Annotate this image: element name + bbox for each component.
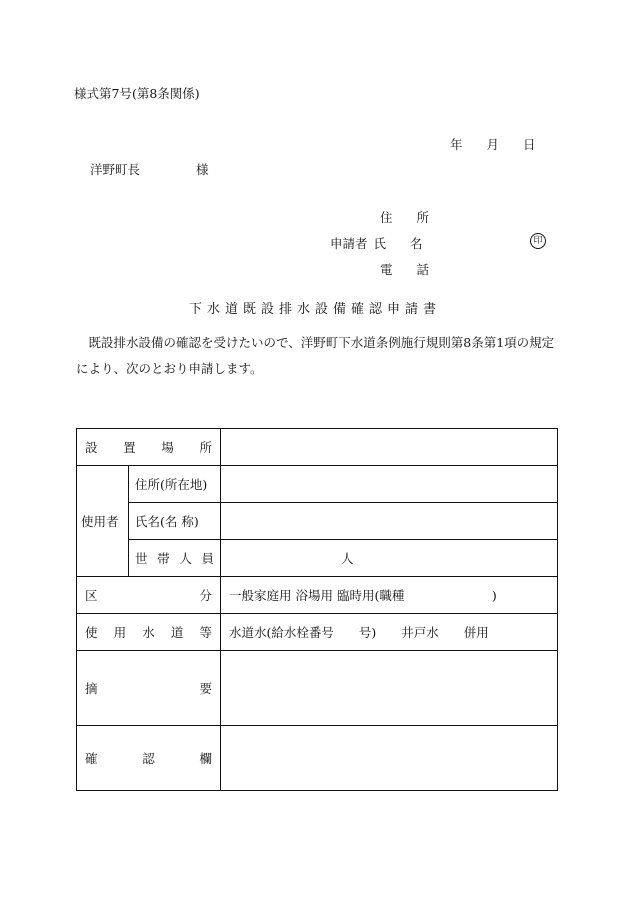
date-month: 月 <box>486 137 500 152</box>
application-table <box>76 428 558 791</box>
water-source-label: 使用水道等 <box>77 614 221 651</box>
addressee-honorific: 様 <box>196 162 209 177</box>
water-source-field[interactable]: 水道水(給水栓番号 号) 井戸水 併用 <box>221 614 558 651</box>
date-year: 年 <box>450 137 463 152</box>
date-line <box>450 135 560 153</box>
category-field[interactable]: 一般家庭用 浴場用 臨時用(職種 ) <box>221 577 558 614</box>
form-number: 様式第7号(第8条関係) <box>74 86 200 101</box>
date-day: 日 <box>523 137 536 152</box>
applicant-phone-label: 電 話 <box>380 262 439 277</box>
summary-label: 摘要 <box>77 651 221 726</box>
document-title: 下水道既設排水設備確認申請書 <box>188 302 441 317</box>
household-label: 世帯人員 <box>129 540 221 577</box>
confirmation-label: 確認欄 <box>77 726 221 791</box>
addressee-name: 洋野町長 <box>90 162 141 177</box>
body-text: 既設排水設備の確認を受けたいので、洋野町下水道条例施行規則第8条第1項の規定により、次のとおり申請します。 <box>76 335 555 376</box>
applicant-address-label: 住 所 <box>380 210 439 225</box>
applicant-name-label: 氏 名 <box>373 236 433 251</box>
user-label: 使用者 <box>77 466 129 577</box>
household-field[interactable] <box>221 540 558 577</box>
user-name-field[interactable] <box>221 503 558 540</box>
summary-field[interactable] <box>221 651 558 726</box>
applicant-label: 申請者 <box>330 236 368 251</box>
confirmation-field[interactable] <box>221 726 558 791</box>
user-address-field[interactable] <box>221 466 558 503</box>
category-label: 区分 <box>77 577 221 614</box>
user-address-label: 住所(所在地) <box>129 466 221 503</box>
household-unit: 人 <box>341 551 354 566</box>
user-name-label: 氏名(名 称) <box>129 503 221 540</box>
install-location-label: 設置場所 <box>77 429 221 466</box>
install-location-field[interactable] <box>221 429 558 466</box>
addressee <box>90 160 209 178</box>
seal-mark: 印 <box>530 233 546 249</box>
